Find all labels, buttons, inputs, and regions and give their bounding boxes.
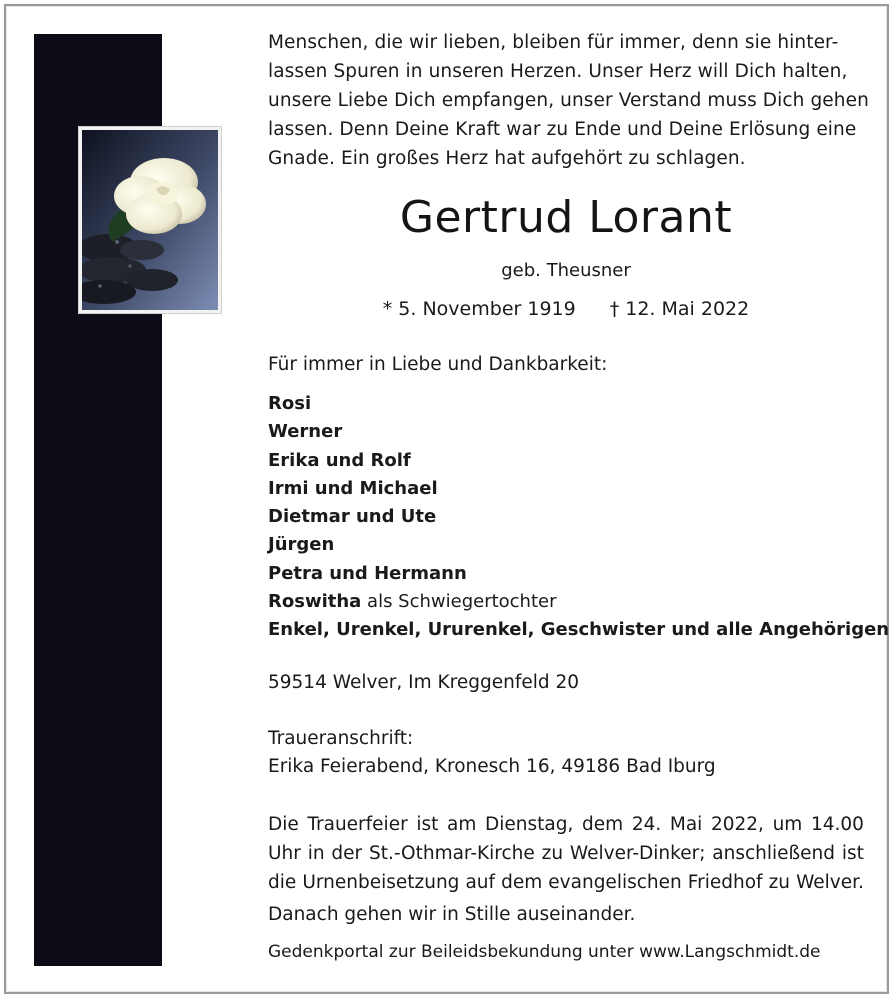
ceremony-word: Friedhof [687, 872, 763, 893]
ceremony-word: am [447, 814, 477, 835]
ceremony-word: Welver-Dinker; [569, 843, 706, 864]
poem [268, 28, 868, 173]
ceremony-word: Die [268, 814, 299, 835]
ceremony-word: St.-Othmar-Kirche [368, 843, 535, 864]
poem-line: lassen Spuren in unseren Herzen. Unser Herz will Dich halten, [268, 61, 848, 82]
ceremony-word: zu [541, 843, 564, 864]
ceremony-word: zu [768, 872, 791, 893]
ceremony-word: um [772, 814, 803, 835]
poem-line: unsere Liebe Dich empfangen, unser Verstand muss Dich gehen [268, 90, 869, 111]
family-member: Werner [268, 421, 343, 443]
ceremony-word: Mai [669, 814, 703, 835]
deceased-name: Gertrud Lorant [399, 192, 733, 243]
birth-date: * 5. November 1919 [382, 298, 576, 320]
family-member: Erika und Rolf [268, 449, 411, 471]
roswitha-role: als Schwiegertochter [361, 591, 557, 613]
ceremony-word: anschließend [712, 843, 836, 864]
ceremony-word: dem [501, 872, 543, 893]
poem-line: Menschen, die wir lieben, bleiben für immer, denn sie hinter- [268, 32, 839, 53]
home-address: 59514 Welver, Im Kreggenfeld 20 [268, 672, 580, 693]
family-intro: Für immer in Liebe und Dankbarkeit: [268, 354, 608, 375]
family-member: Jürgen [268, 534, 335, 556]
mourning-address-label: Traueranschrift: [268, 728, 414, 749]
ceremony-info [268, 810, 864, 897]
ceremony-word: die [268, 872, 297, 893]
ceremony-word: 2022, [710, 814, 764, 835]
ceremony-word: evangelischen [548, 872, 682, 893]
ceremony-word: Urnenbeisetzung [302, 872, 460, 893]
roswitha-name: Roswitha [268, 591, 362, 613]
ceremony-word: auf [465, 872, 496, 893]
ceremony-word: ist [416, 814, 439, 835]
ceremony-word: der [331, 843, 363, 864]
ceremony-word: dem [582, 814, 624, 835]
ceremony-word: 24. [631, 814, 662, 835]
ceremony-line [268, 810, 864, 839]
family-member-roswitha [268, 588, 889, 616]
mourning-address-value: Erika Feierabend, Kronesch 16, 49186 Bad Iburg [268, 756, 716, 777]
ceremony-line [268, 868, 864, 897]
family-member: Petra und Hermann [268, 562, 467, 584]
ceremony-word: Trauerfeier [307, 814, 408, 835]
family-member: Dietmar und Ute [268, 506, 437, 528]
ceremony-word: Dienstag, [485, 814, 574, 835]
ceremony-line [268, 839, 864, 868]
ceremony-word: Welver. [796, 872, 864, 893]
rose-photo-icon [78, 126, 222, 314]
ceremony-word: in [307, 843, 325, 864]
family-list [268, 390, 889, 645]
memorial-portal: Gedenkportal zur Beileidsbekundung unter www.Langschmidt.de [268, 942, 821, 962]
ceremony-word: 14.00 [810, 814, 864, 835]
poem-line: Gnade. Ein großes Herz hat aufgehört zu schlagen. [268, 148, 746, 169]
maiden-name: geb. Theusner [501, 260, 631, 281]
family-member: Irmi und Michael [268, 477, 438, 499]
closing-line: Danach gehen wir in Stille auseinander. [268, 904, 636, 925]
ceremony-word: ist [841, 843, 864, 864]
death-date: † 12. Mai 2022 [609, 298, 750, 320]
family-member: Rosi [268, 393, 312, 414]
poem-line: lassen. Denn Deine Kraft war zu Ende und Deine Erlösung eine [268, 119, 857, 140]
ceremony-word: Uhr [268, 843, 301, 864]
family-others: Enkel, Urenkel, Ururenkel, Geschwister und alle Angehörigen [268, 619, 890, 641]
life-dates [268, 298, 864, 320]
